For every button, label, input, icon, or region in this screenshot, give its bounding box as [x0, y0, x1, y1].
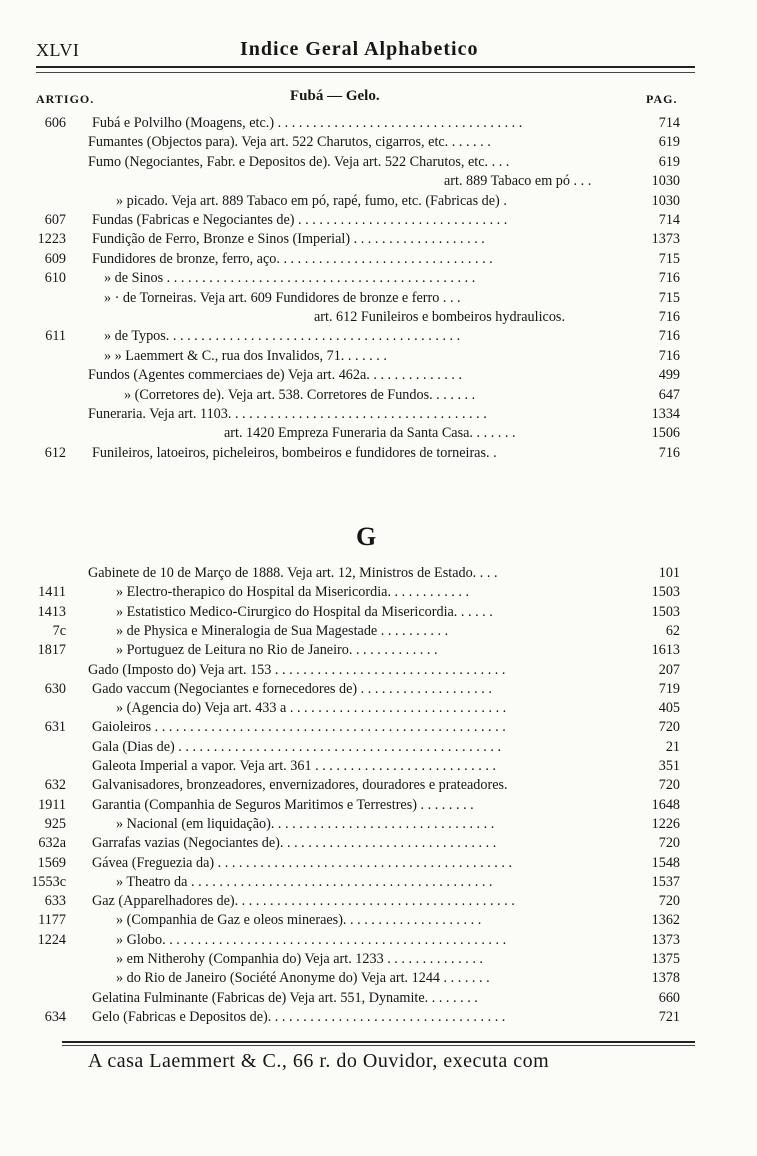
entry-article-number: 631	[44, 719, 66, 736]
index-entry	[0, 622, 700, 641]
entry-text: Fumo (Negociantes, Fabr. e Depositos de). Veja art. 522 Charutos, etc. . . .	[88, 153, 510, 170]
entry-text: » Electro-therapico do Hospital da Misericordia. . . . . . . . . . . .	[116, 584, 470, 601]
header-rule-thin	[36, 72, 695, 73]
entry-page-number: 714	[658, 115, 680, 131]
index-entry	[0, 873, 700, 892]
index-entry	[0, 153, 700, 172]
entry-page-number: 721	[658, 1008, 680, 1025]
entry-text: » Estatistico Medico-Cirurgico do Hospital da Misericordia. . . . . .	[116, 603, 493, 620]
entry-text: Funeraria. Veja art. 1103. . . . . . . . . . . . . . . . . . . . . . . . . . . . . . . . . . . . .	[88, 406, 487, 422]
header-rule	[36, 66, 695, 68]
entry-text: » Portuguez de Leitura no Rio de Janeiro. . . . . . . . . . . . .	[116, 642, 438, 659]
entry-page-number: 716	[658, 444, 680, 461]
entry-page-number: 1613	[651, 642, 680, 659]
entry-text: Galvanisadores, bronzeadores, envernizadores, douradores e prateadores.	[92, 777, 508, 794]
entry-page-number: 716	[658, 328, 680, 345]
index-entry	[0, 386, 700, 405]
entry-page-number: 720	[658, 777, 680, 794]
entry-page-number: 1373	[651, 931, 680, 948]
index-entry	[0, 211, 700, 230]
entry-text: » Theatro da . . . . . . . . . . . . . . . . . . . . . . . . . . . . . . . . . . . . . . . . . . .	[116, 873, 493, 890]
index-entry	[0, 230, 700, 249]
entry-page-number: 101	[658, 565, 680, 581]
entry-text: art. 612 Funileiros e bombeiros hydraulicos.	[314, 309, 565, 325]
entry-page-number: 715	[658, 289, 680, 306]
entry-page-number: 716	[658, 309, 680, 325]
entry-text: Gelo (Fabricas e Depositos de). . . . . . . . . . . . . . . . . . . . . . . . . . . . . . . . . .	[92, 1008, 506, 1025]
entry-page-number: 405	[658, 700, 680, 717]
entry-page-number: 715	[658, 250, 680, 267]
entry-page-number: 720	[658, 719, 680, 736]
entry-text: Fundição de Ferro, Bronze e Sinos (Imperial) . . . . . . . . . . . . . . . . . . .	[92, 231, 485, 248]
entry-text: art. 889 Tabaco em pó . . .	[444, 173, 592, 190]
entry-text: Gávea (Freguezia da) . . . . . . . . . . . . . . . . . . . . . . . . . . . . . . . . . . . . . . . . . .	[92, 854, 513, 871]
entry-article-number: 633	[44, 893, 66, 910]
index-entry	[0, 347, 700, 366]
entry-page-number: 719	[658, 680, 680, 697]
column-heading-pag: PAG.	[646, 92, 678, 106]
index-entry	[0, 424, 700, 443]
entry-text: » (Companhia de Gaz e oleos mineraes). . . . . . . . . . . . . . . . . . . .	[116, 912, 482, 929]
entry-article-number: 609	[44, 250, 66, 267]
entry-text: Fundos (Agentes commerciaes de) Veja art. 462a. . . . . . . . . . . . . .	[88, 367, 463, 384]
entry-article-number: 7c	[52, 622, 66, 639]
index-entry	[0, 776, 700, 795]
entry-article-number: 632	[44, 777, 66, 794]
index-entry	[0, 661, 700, 680]
entry-page-number: 1030	[651, 192, 680, 209]
entry-page-number: 1648	[651, 796, 680, 813]
entry-article-number: 1817	[37, 642, 66, 659]
entry-article-number: 1911	[38, 796, 66, 813]
index-entry	[0, 1008, 700, 1027]
entry-page-number: 62	[665, 622, 680, 639]
index-entry	[0, 969, 700, 988]
entry-page-number: 1503	[651, 603, 680, 620]
index-entry	[0, 718, 700, 737]
index-entry	[0, 738, 700, 757]
index-entry	[0, 583, 700, 602]
entry-text: Fundidores de bronze, ferro, aço. . . . . . . . . . . . . . . . . . . . . . . . . . . . . . .	[92, 250, 493, 267]
entry-text: art. 1420 Empreza Funeraria da Santa Casa. . . . . . .	[224, 425, 516, 442]
entry-article-number: 610	[44, 270, 66, 287]
entry-text: Gaioleiros . . . . . . . . . . . . . . . . . . . . . . . . . . . . . . . . . . . . . . . . . . . . . . . . . .	[92, 719, 506, 736]
entry-article-number: 1224	[37, 931, 66, 948]
entry-article-number: 1553c	[31, 873, 66, 890]
entry-article-number: 1411	[38, 584, 66, 601]
index-entry	[0, 680, 700, 699]
index-entry	[0, 834, 700, 853]
index-entry	[0, 366, 700, 385]
entry-article-number: 1223	[37, 231, 66, 248]
page-number: XLVI	[36, 40, 80, 60]
entry-text: Galeota Imperial a vapor. Veja art. 361 . . . . . . . . . . . . . . . . . . . . . . . . . .	[92, 758, 496, 774]
entry-article-number: 1569	[37, 854, 66, 871]
index-entry	[0, 250, 700, 269]
index-entry	[0, 950, 700, 969]
page-title: Indice Geral Alphabetico	[240, 38, 479, 60]
entry-page-number: 1378	[651, 970, 680, 987]
entry-page-number: 714	[658, 212, 680, 228]
entry-page-number: 1537	[651, 873, 680, 890]
index-entry	[0, 796, 700, 815]
entry-page-number: 351	[658, 758, 680, 774]
entry-text: Gelatina Fulminante (Fabricas de) Veja art. 551, Dynamite. . . . . . . .	[92, 989, 478, 1006]
entry-text: » picado. Veja art. 889 Tabaco em pó, rapé, fumo, etc. (Fabricas de) .	[116, 192, 507, 209]
index-entry	[0, 405, 700, 424]
entry-text: Funileiros, latoeiros, picheleiros, bombeiros e fundidores de torneiras. .	[92, 444, 497, 461]
entry-page-number: 1362	[651, 912, 680, 929]
footer-rule	[62, 1041, 695, 1043]
entry-page-number: 660	[658, 989, 680, 1006]
index-entry	[0, 854, 700, 873]
entry-article-number: 632a	[38, 835, 66, 852]
column-heading-artigo: ARTIGO.	[36, 92, 95, 106]
entry-text: » de Physica e Mineralogia de Sua Magestade . . . . . . . . . .	[116, 622, 449, 639]
index-entry	[0, 757, 700, 776]
entry-article-number: 925	[44, 815, 66, 832]
entry-text: Fundas (Fabricas e Negociantes de) . . . . . . . . . . . . . . . . . . . . . . . . . . . . . .	[92, 212, 508, 228]
entry-text: » (Agencia do) Veja art. 433 a . . . . . . . . . . . . . . . . . . . . . . . . . . . . . . .	[116, 700, 507, 717]
entry-article-number: 1177	[38, 912, 66, 929]
index-entry	[0, 114, 700, 133]
entry-text: Gaz (Apparelhadores de). . . . . . . . . . . . . . . . . . . . . . . . . . . . . . . . . . . . . . . .	[92, 893, 515, 910]
entry-text: » em Nitherohy (Companhia do) Veja art. 1233 . . . . . . . . . . . . . .	[116, 951, 483, 967]
section-range-title: Fubá — Gelo.	[290, 88, 380, 104]
entry-text: Gado vaccum (Negociantes e fornecedores de) . . . . . . . . . . . . . . . . . . .	[92, 680, 492, 697]
entry-text: Gabinete de 10 de Março de 1888. Veja art. 12, Ministros de Estado. . . .	[88, 565, 498, 581]
footer-advert: A casa Laemmert & C., 66 r. do Ouvidor, executa com	[88, 1050, 550, 1072]
entry-page-number: 619	[658, 153, 680, 170]
entry-article-number: 607	[44, 212, 66, 228]
index-entry	[0, 989, 700, 1008]
entry-page-number: 207	[658, 661, 680, 678]
entry-page-number: 1506	[651, 425, 680, 442]
index-entry	[0, 931, 700, 950]
index-entry	[0, 192, 700, 211]
entry-page-number: 499	[658, 367, 680, 384]
letter-heading: G	[356, 522, 377, 551]
index-entry	[0, 603, 700, 622]
index-entry	[0, 269, 700, 288]
entry-page-number: 1334	[651, 406, 680, 422]
entry-article-number: 634	[44, 1008, 66, 1025]
entry-text: » de Typos. . . . . . . . . . . . . . . . . . . . . . . . . . . . . . . . . . . . . . . . . .	[104, 328, 461, 345]
entry-page-number: 1373	[651, 231, 680, 248]
entry-article-number: 612	[44, 444, 66, 461]
entry-text: Garantia (Companhia de Seguros Maritimos e Terrestres) . . . . . . . .	[92, 796, 474, 813]
index-entry	[0, 444, 700, 463]
entry-text: Fubá e Polvilho (Moagens, etc.) . . . . . . . . . . . . . . . . . . . . . . . . . . . . . . . . . . .	[92, 115, 523, 131]
entry-text: » Globo. . . . . . . . . . . . . . . . . . . . . . . . . . . . . . . . . . . . . . . . . . . . . . . . .	[116, 931, 507, 948]
entry-page-number: 619	[658, 134, 680, 151]
entry-page-number: 1226	[651, 815, 680, 832]
entry-page-number: 21	[665, 738, 680, 755]
footer-rule-thin	[62, 1045, 695, 1046]
index-entry	[0, 327, 700, 346]
entry-text: Fumantes (Objectos para). Veja art. 522 Charutos, cigarros, etc. . . . . . .	[88, 134, 491, 151]
entry-text: » (Corretores de). Veja art. 538. Corretores de Fundos. . . . . . .	[124, 386, 476, 403]
index-entry	[0, 815, 700, 834]
entry-page-number: 720	[658, 893, 680, 910]
index-entry	[0, 289, 700, 308]
entry-page-number: 720	[658, 835, 680, 852]
index-entry	[0, 308, 700, 327]
entry-page-number: 716	[658, 347, 680, 364]
entry-text: » · de Torneiras. Veja art. 609 Fundidores de bronze e ferro . . .	[104, 289, 461, 306]
entry-text: Gado (Imposto do) Veja art. 153 . . . . . . . . . . . . . . . . . . . . . . . . . . . . . . . . .	[88, 661, 506, 678]
index-entry	[0, 699, 700, 718]
entry-article-number: 611	[45, 328, 66, 345]
entry-text: Gala (Dias de) . . . . . . . . . . . . . . . . . . . . . . . . . . . . . . . . . . . . . . . . . . . . . .	[92, 738, 502, 755]
entry-article-number: 606	[44, 115, 66, 131]
index-entry	[0, 133, 700, 152]
index-entry	[0, 641, 700, 660]
entry-page-number: 1503	[651, 584, 680, 601]
entry-text: » Nacional (em liquidação). . . . . . . . . . . . . . . . . . . . . . . . . . . . . . . .	[116, 815, 495, 832]
entry-text: » do Rio de Janeiro (Société Anonyme do) Veja art. 1244 . . . . . . .	[116, 970, 490, 987]
entry-text: Garrafas vazias (Negociantes de). . . . . . . . . . . . . . . . . . . . . . . . . . . . . . .	[92, 835, 497, 852]
entry-article-number: 1413	[37, 603, 66, 620]
index-entry	[0, 564, 700, 583]
index-entry	[0, 892, 700, 911]
entry-text: » de Sinos . . . . . . . . . . . . . . . . . . . . . . . . . . . . . . . . . . . . . . . . . . . .	[104, 270, 476, 287]
index-entry	[0, 911, 700, 930]
entry-page-number: 1030	[651, 173, 680, 190]
entry-page-number: 647	[658, 386, 680, 403]
entry-page-number: 716	[658, 270, 680, 287]
entry-article-number: 630	[44, 680, 66, 697]
index-entry	[0, 172, 700, 191]
entry-text: » » Laemmert & C., rua dos Invalidos, 71. . . . . . .	[104, 347, 387, 364]
entry-page-number: 1548	[651, 854, 680, 871]
entry-page-number: 1375	[651, 951, 680, 967]
